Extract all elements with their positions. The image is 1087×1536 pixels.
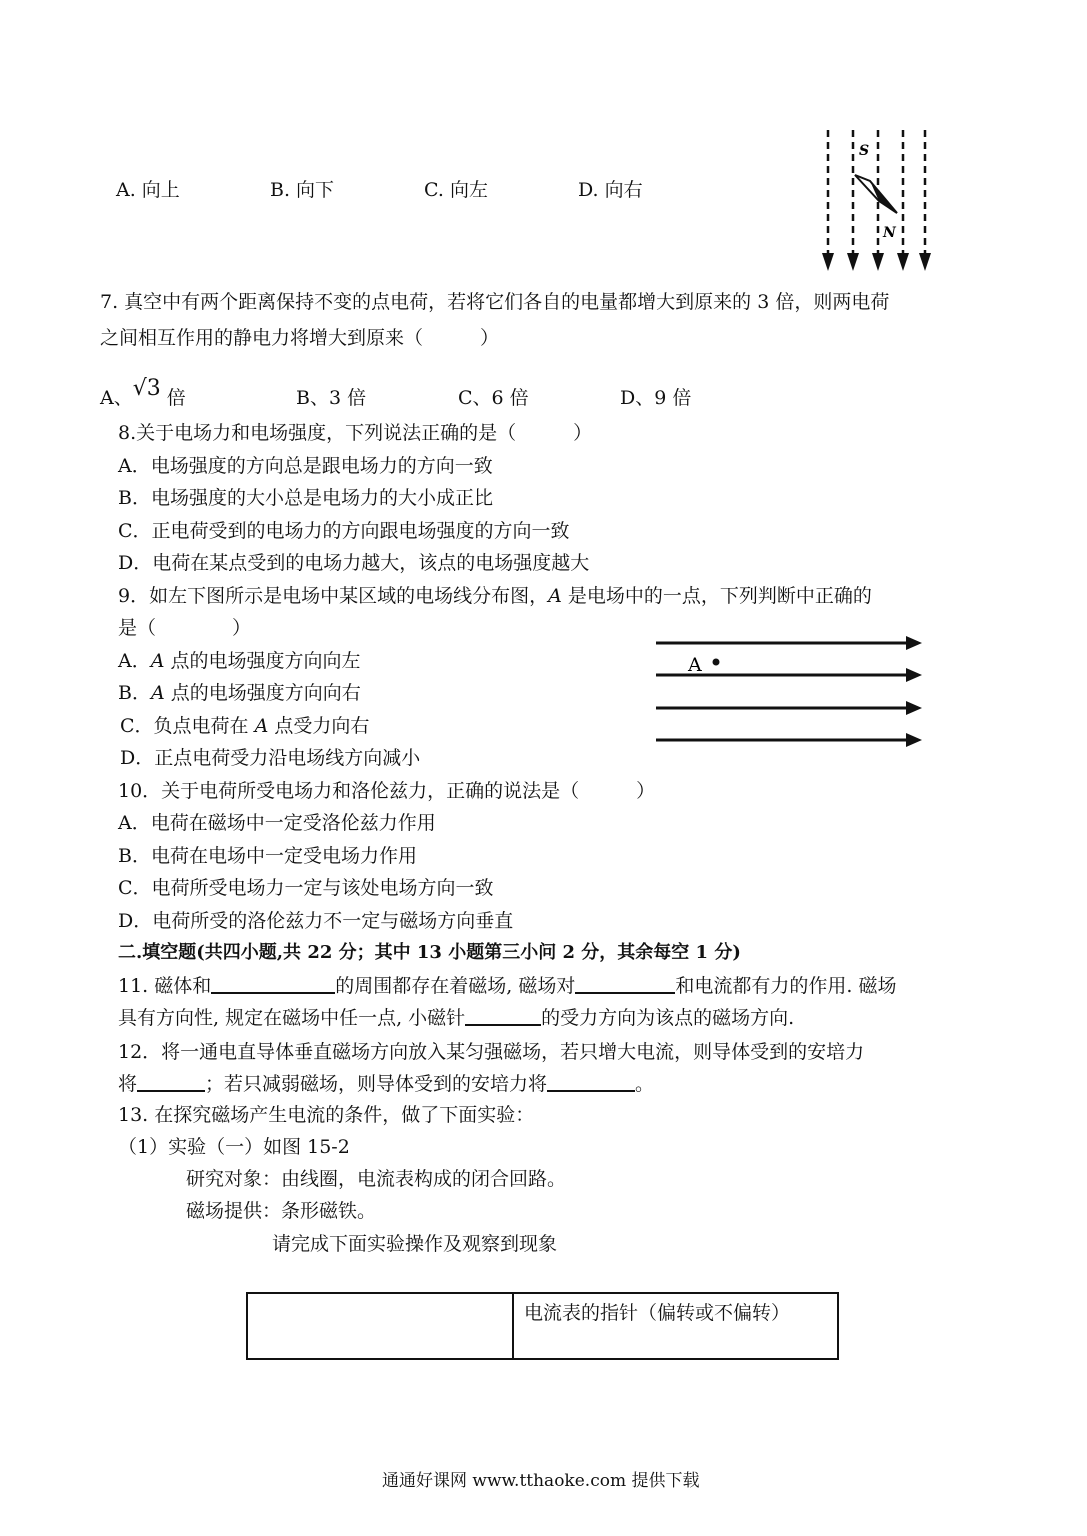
q10-stem: 10．关于电荷所受电场力和洛伦兹力，正确的说法是（ ） — [118, 780, 656, 802]
q6-option-c: C. 向左 — [424, 179, 488, 201]
q10-option-c: C．电荷所受电场力一定与该处电场方向一致 — [118, 877, 494, 899]
q9-option-b-post: 点的电场强度方向向右 — [164, 682, 361, 704]
q9-stem-pre: 9．如左下图所示是电场中某区域的电场线分布图， — [118, 585, 549, 607]
q13-sub1: （1）实验（一）如图 15-2 — [118, 1136, 350, 1158]
q9-stem-point: A — [548, 585, 562, 607]
q12-blank-2[interactable] — [547, 1072, 635, 1092]
q12-blank-1[interactable] — [137, 1072, 205, 1092]
q13-research-object: 研究对象：由线圈，电流表构成的闭合回路。 — [186, 1168, 567, 1190]
q7-option-a — [100, 376, 186, 410]
compass-n-label: N — [883, 225, 896, 241]
q12-part-a: 将 — [118, 1073, 138, 1095]
point-a-dot — [713, 659, 720, 666]
q9-option-d: D．正点电荷受力沿电场线方向减小 — [120, 747, 421, 769]
q13-instruction: 请完成下面实验操作及观察到现象 — [272, 1233, 558, 1255]
q7-stem-line2: 之间相互作用的静电力将增大到原来（ ） — [100, 327, 500, 349]
q7-option-d: D、9 倍 — [620, 387, 692, 409]
q9-stem-line2: 是（ ） — [118, 617, 252, 639]
q9-option-c — [120, 714, 369, 738]
q9-option-b-point: A — [150, 682, 165, 704]
point-a-label: A — [688, 654, 702, 676]
q13-stem: 13. 在探究磁场产生电流的条件，做了下面实验： — [118, 1104, 535, 1126]
compass-s-label: S — [859, 143, 870, 159]
q7-option-c: C、6 倍 — [458, 387, 529, 409]
q10-option-b: B．电荷在电场中一定受电场力作用 — [118, 845, 417, 867]
q8-option-c: C．正电荷受到的电场力的方向跟电场强度的方向一致 — [118, 520, 570, 542]
q9-option-a — [118, 649, 361, 673]
q9-option-b — [118, 681, 361, 705]
q7-option-a-prefix: A、 — [100, 387, 133, 409]
q11-line2 — [118, 1006, 794, 1030]
q11-line1 — [118, 974, 896, 998]
q9-option-c-point: A — [254, 715, 269, 737]
q9-stem-line1 — [118, 584, 872, 608]
q10-option-a: A．电荷在磁场中一定受洛伦兹力作用 — [118, 812, 436, 834]
q8-option-b: B．电场强度的大小总是电场力的大小成正比 — [118, 487, 493, 509]
q8-option-d: D．电荷在某点受到的电场力越大，该点的电场强度越大 — [118, 552, 590, 574]
q11-part-d: 具有方向性, 规定在磁场中任一点, 小磁针 — [118, 1007, 466, 1029]
q11-part-b: 的周围都存在着磁场, 磁场对 — [335, 975, 576, 997]
compass-field-figure — [815, 125, 935, 275]
sqrt3-symbol: √3 — [132, 376, 161, 401]
q8-stem: 8.关于电场力和电场强度，下列说法正确的是（ ） — [118, 422, 593, 444]
q6-option-d: D. 向右 — [578, 179, 643, 201]
q12-part-b: ；若只减弱磁场，则导体受到的安培力将 — [205, 1073, 548, 1095]
q8-option-a: A．电场强度的方向总是跟电场力的方向一致 — [118, 455, 493, 477]
q11-part-e: 的受力方向为该点的磁场方向. — [541, 1007, 795, 1029]
electric-field-figure — [650, 630, 930, 755]
q9-option-a-pre: A． — [118, 650, 151, 672]
q9-option-b-pre: B． — [118, 682, 151, 704]
q11-blank-2[interactable] — [575, 974, 675, 994]
q6-option-b: B. 向下 — [270, 179, 335, 201]
q13-field-source: 磁场提供：条形磁铁。 — [186, 1200, 377, 1222]
q9-option-c-post: 点受力向右 — [268, 715, 370, 737]
q12-line2 — [118, 1072, 654, 1096]
q12-part-c: 。 — [635, 1073, 655, 1095]
q9-option-a-post: 点的电场强度方向向左 — [164, 650, 361, 672]
q10-option-d: D．电荷所受的洛伦兹力不一定与磁场方向垂直 — [118, 910, 514, 932]
q6-option-a: A. 向上 — [116, 179, 180, 201]
q11-part-a: 11. 磁体和 — [118, 975, 212, 997]
q7-option-b: B、3 倍 — [296, 387, 367, 409]
q7-stem-line1: 7. 真空中有两个距离保持不变的点电荷，若将它们各自的电量都增大到原来的 3 倍，则两电荷 — [100, 291, 890, 313]
q13-table — [246, 1292, 839, 1360]
section2-title: 二.填空题(共四小题,共 22 分；其中 13 小题第三小问 2 分，其余每空 1 分) — [118, 942, 741, 963]
q11-blank-1[interactable] — [211, 974, 335, 994]
q11-blank-3[interactable] — [465, 1006, 541, 1026]
q9-option-a-point: A — [150, 650, 165, 672]
q11-part-c: 和电流都有力的作用. 磁场 — [675, 975, 897, 997]
q7-option-a-suffix: 倍 — [166, 387, 186, 409]
q9-option-c-pre: C．负点电荷在 — [120, 715, 255, 737]
table-row — [247, 1293, 838, 1359]
table-cell-operation[interactable] — [247, 1293, 513, 1359]
table-cell-pointer: 电流表的指针（偏转或不偏转） — [513, 1293, 838, 1359]
q12-line1: 12．将一通电直导体垂直磁场方向放入某匀强磁场，若只增大电流，则导体受到的安培力 — [118, 1041, 865, 1063]
footer-text: 通通好课网 www.tthaoke.com 提供下载 — [382, 1471, 700, 1491]
q9-stem-post: 是电场中的一点，下列判断中正确的 — [561, 585, 872, 607]
